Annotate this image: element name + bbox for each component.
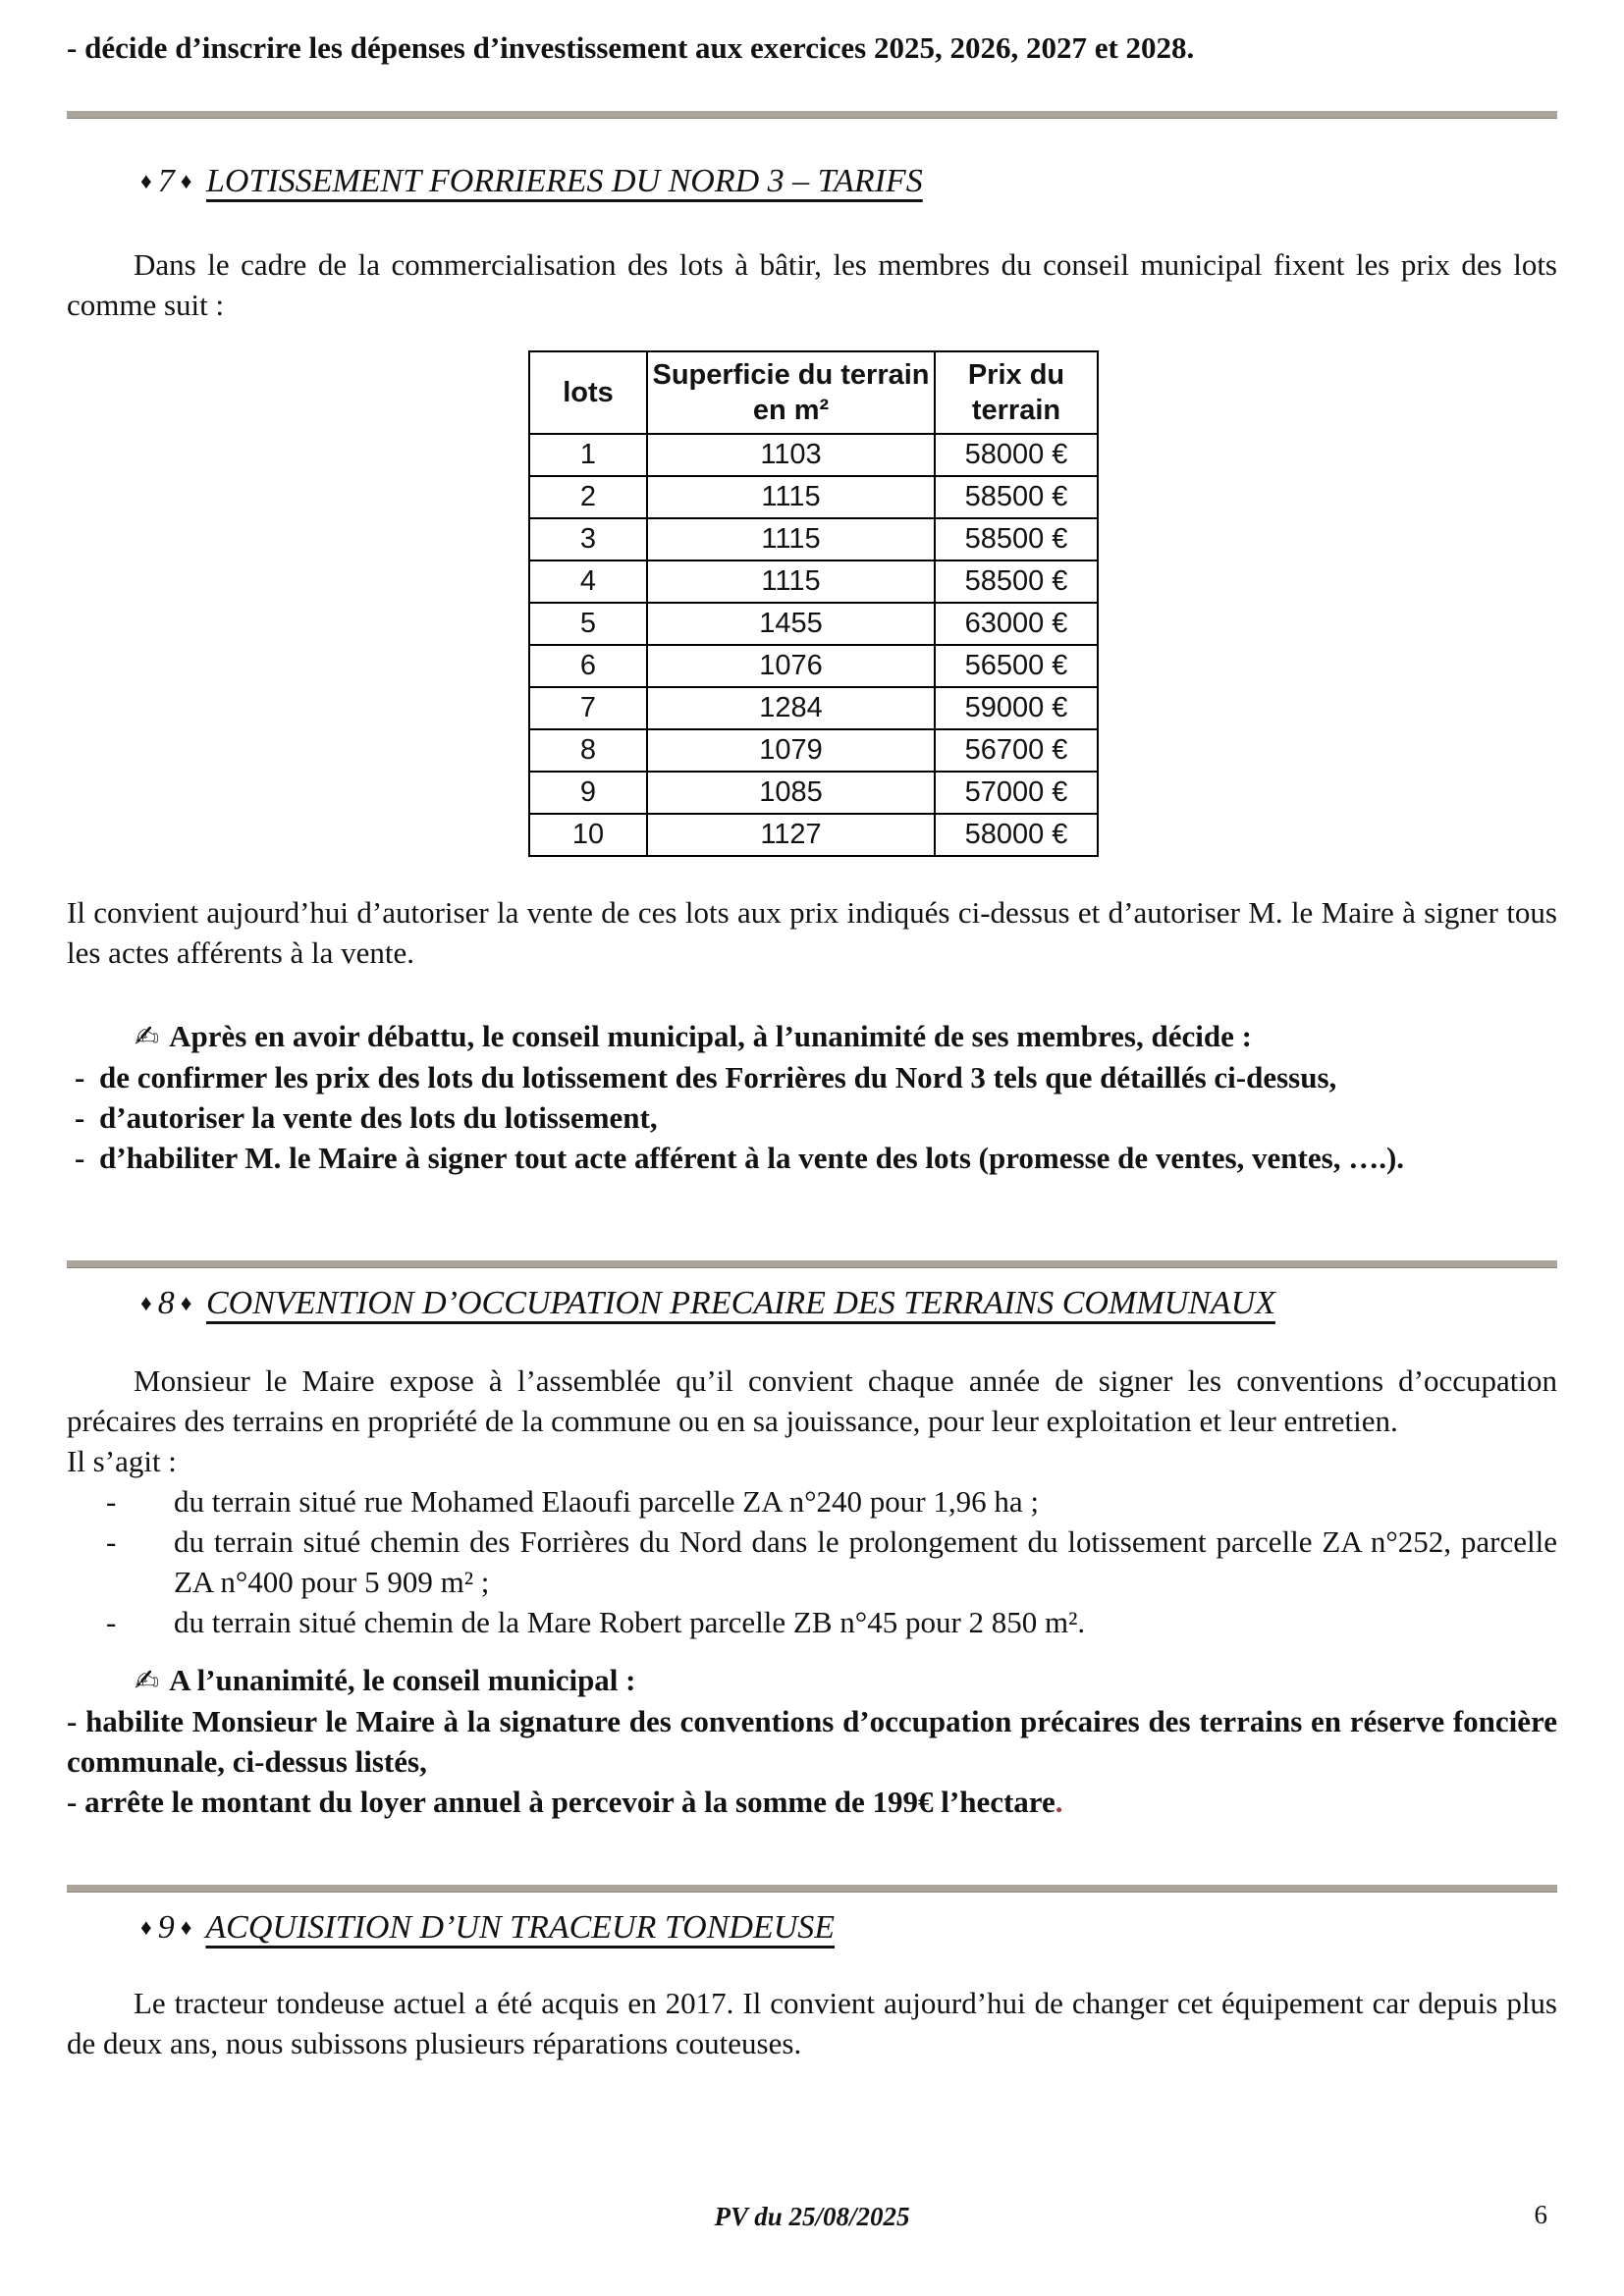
section-8-intro-paragraph: Monsieur le Maire expose à l’assemblée qu’il convient chaque année de signer les conventions d’occupation précaires des terrains en propriété de la commune ou en sa jouissance, pour leur exploitation et leur entretien. <box>67 1363 1557 1438</box>
diamond-icon: ♦ <box>140 169 152 193</box>
writing-hand-icon: ✍ <box>135 1020 160 1054</box>
list-item-text: du terrain situé chemin de la Mare Robert parcelle ZB n°45 pour 2 850 m². <box>174 1605 1086 1639</box>
table-row <box>529 434 1098 476</box>
section-7-heading <box>135 160 1557 203</box>
cell-lot: 5 <box>529 603 647 645</box>
dash-marker: - <box>106 1524 117 1559</box>
cell-prix: 63000 € <box>935 603 1098 645</box>
cell-superficie: 1284 <box>647 687 935 729</box>
list-item <box>67 1057 1557 1097</box>
table-header-superficie: Superficie du terrain en m² <box>647 351 935 434</box>
cell-superficie: 1085 <box>647 772 935 814</box>
section-7-after-table-paragraph: Il convient aujourd’hui d’autoriser la vente de ces lots aux prix indiqués ci-dessus et d’autoriser M. le Maire à signer tous les actes afférents à la vente. <box>67 895 1557 970</box>
cell-superficie: 1076 <box>647 645 935 687</box>
cell-prix: 58000 € <box>935 814 1098 856</box>
table-row <box>529 561 1098 603</box>
cell-prix: 58500 € <box>935 518 1098 561</box>
table-row <box>529 729 1098 772</box>
red-period: . <box>1055 1785 1063 1819</box>
section-9-title: ACQUISITION D’UN TRACEUR TONDEUSE <box>205 1909 836 1946</box>
cell-superficie: 1127 <box>647 814 935 856</box>
cell-lot: 7 <box>529 687 647 729</box>
list-item-text: du terrain situé rue Mohamed Elaoufi parcelle ZA n°240 pour 1,96 ha ; <box>174 1484 1040 1519</box>
table-row <box>529 476 1098 518</box>
diamond-icon: ♦ <box>180 1915 192 1940</box>
cell-lot: 6 <box>529 645 647 687</box>
cell-prix: 56700 € <box>935 729 1098 772</box>
writing-hand-icon: ✍ <box>135 1664 160 1698</box>
cell-lot: 1 <box>529 434 647 476</box>
list-item <box>67 1138 1557 1178</box>
section-7-title: LOTISSEMENT FORRIERES DU NORD 3 – TARIFS <box>206 163 923 199</box>
list-item-text: de confirmer les prix des lots du lotissement des Forrières du Nord 3 tels que détaillés ci-dessus, <box>99 1060 1337 1095</box>
cell-superficie: 1079 <box>647 729 935 772</box>
cell-prix: 58500 € <box>935 476 1098 518</box>
cell-prix: 56500 € <box>935 645 1098 687</box>
table-header-prix: Prix du terrain <box>935 351 1098 434</box>
dash-marker: - <box>75 1141 85 1175</box>
section-7-number: 7 <box>157 163 175 199</box>
section-9-intro-paragraph: Le tracteur tondeuse actuel a été acquis en 2017. Il convient aujourd’hui de changer cet équipement car depuis plus de deux ans, nous subissons plusieurs réparations couteuses. <box>67 1986 1557 2060</box>
section-divider <box>67 1260 1557 1268</box>
cell-lot: 2 <box>529 476 647 518</box>
section-9-heading <box>135 1906 1557 1949</box>
dash-marker: - <box>106 1484 117 1519</box>
section-7-intro-paragraph: Dans le cadre de la commercialisation des lots à bâtir, les membres du conseil municipal fixent les prix des lots comme suit : <box>67 247 1557 322</box>
list-item <box>106 1522 1557 1602</box>
section-divider <box>67 1885 1557 1893</box>
cell-superficie: 1455 <box>647 603 935 645</box>
list-item-text: d’autoriser la vente des lots du lotissement, <box>99 1100 658 1135</box>
section-8-terrains-list <box>67 1481 1557 1642</box>
cell-lot: 10 <box>529 814 647 856</box>
section-7-decision-intro <box>135 1016 1557 1057</box>
table-header-lots: lots <box>529 351 647 434</box>
section-8-decision-intro <box>135 1660 1557 1701</box>
dash-marker: - <box>75 1100 85 1135</box>
lots-table <box>528 350 1099 857</box>
list-item-text: d’habiliter M. le Maire à signer tout acte afférent à la vente des lots (promesse de ventes, ventes, ….). <box>99 1141 1405 1175</box>
table-header-row <box>529 351 1098 434</box>
cell-superficie: 1103 <box>647 434 935 476</box>
table-row <box>529 687 1098 729</box>
section-8-title: CONVENTION D’OCCUPATION PRECAIRE DES TERRAINS COMMUNAUX <box>206 1285 1275 1321</box>
footer-label: PV du 25/08/2025 <box>714 2202 910 2231</box>
cell-superficie: 1115 <box>647 518 935 561</box>
section-9-number: 9 <box>157 1909 175 1946</box>
cell-superficie: 1115 <box>647 476 935 518</box>
section-8-number: 8 <box>157 1285 175 1321</box>
cell-lot: 9 <box>529 772 647 814</box>
table-row <box>529 814 1098 856</box>
diamond-icon: ♦ <box>140 1291 152 1315</box>
cell-superficie: 1115 <box>647 561 935 603</box>
section-8-heading <box>135 1282 1557 1325</box>
decision-intro-text: Après en avoir débattu, le conseil municipal, à l’unanimité de ses membres, décide : <box>169 1019 1252 1053</box>
cell-lot: 4 <box>529 561 647 603</box>
cell-prix: 58000 € <box>935 434 1098 476</box>
section-8-list-intro: Il s’agit : <box>67 1444 177 1478</box>
dash-marker: - <box>106 1605 117 1639</box>
cell-prix: 59000 € <box>935 687 1098 729</box>
diamond-icon: ♦ <box>180 169 192 193</box>
cell-prix: 58500 € <box>935 561 1098 603</box>
table-row <box>529 772 1098 814</box>
list-item <box>67 1097 1557 1138</box>
section-7-decision-list <box>67 1057 1557 1178</box>
cell-lot: 3 <box>529 518 647 561</box>
decision-2-text: - arrête le montant du loyer annuel à percevoir à la somme de 199€ l’hectare <box>67 1785 1056 1819</box>
dash-marker: - <box>75 1060 85 1095</box>
section-divider <box>67 111 1557 119</box>
diamond-icon: ♦ <box>140 1915 152 1940</box>
cell-lot: 8 <box>529 729 647 772</box>
page-number: 6 <box>1534 2200 1547 2229</box>
table-row <box>529 518 1098 561</box>
intro-decision-line: - décide d’inscrire les dépenses d’investissement aux exercices 2025, 2026, 2027 et 2028. <box>67 30 1195 65</box>
list-item <box>106 1481 1557 1522</box>
table-row <box>529 645 1098 687</box>
section-8-decision-1: - habilite Monsieur le Maire à la signature des conventions d’occupation précaires des terrains en réserve foncière communale, ci-dessus listés, <box>67 1704 1557 1779</box>
diamond-icon: ♦ <box>180 1291 192 1315</box>
cell-prix: 57000 € <box>935 772 1098 814</box>
decision-intro-text: A l’unanimité, le conseil municipal : <box>169 1663 636 1697</box>
list-item <box>106 1602 1557 1642</box>
list-item-text: du terrain situé chemin des Forrières du Nord dans le prolongement du lotissement parcelle ZA n°252, parcelle ZA n°400 pour 5 909 m² ; <box>174 1524 1557 1599</box>
section-8-decision-2 <box>67 1782 1557 1822</box>
table-row <box>529 603 1098 645</box>
